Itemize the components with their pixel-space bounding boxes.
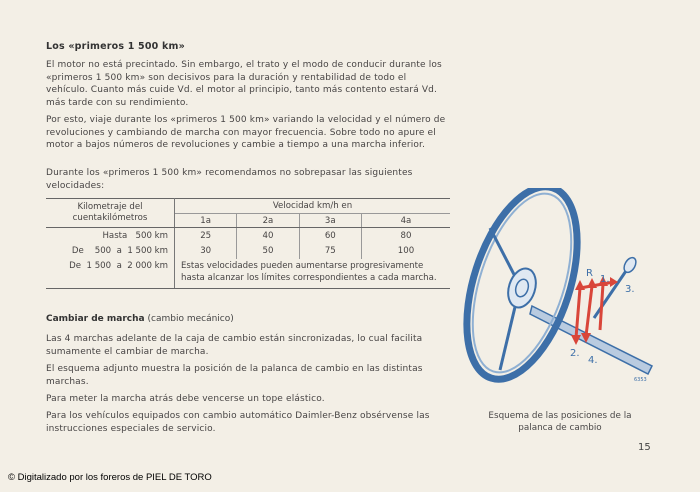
speed-cell: 40 [237,228,299,244]
scan-credit: © Digitalizado por los foreros de PIEL DE TORO [8,472,212,483]
shift-pattern [576,282,614,338]
gear-header: 4a [361,214,450,228]
gear-label-fourth: 4. [588,355,598,366]
speed-cell: 30 [175,244,237,260]
diagram-code: 6353 [634,377,647,383]
km-range-cell: Hasta 500 km [46,228,175,244]
section-heading: Los «primeros 1 500 km» [46,41,185,52]
speed-cell: 80 [400,230,412,241]
table-row [46,244,450,260]
reverse-gear-paragraph: Para meter la marcha atrás debe vencerse un tope elástico. [46,394,325,404]
speed-cell: 50 [237,244,299,260]
page-number: 15 [638,442,651,453]
speed-cell: 60 [299,228,361,244]
speed-limits-table [46,198,450,289]
km-range-cell: De 500 a 1 500 km [46,244,175,260]
gear-change-subtitle: (cambio mecánico) [147,314,234,324]
driving-advice-paragraph: Por esto, viaje durante los «primeros 1 500 km» variando la velocidad y el número de revoluciones y cambiando de marcha con mayor frecuencia. Sobre todo no apure el motor a bajos números de revoluciones y cambie a tiempo a una marcha inferior. [46,115,446,150]
intro-paragraph: El motor no está precintado. Sin embargo, el trato y el modo de conducir durante los «primeros 1 500 km» son decisivos para la duración y rentabilidad de todo el vehículo. Cuanto más cuide Vd. el motor al principio, tanto más contento estará Vd. más tarde con su rendimiento. [46,60,442,108]
gear-header: 2a [237,214,299,228]
wheel-hub [503,265,540,311]
table-row [46,228,450,244]
gear-label-second: 2. [570,348,580,359]
gear-header: 1a [175,214,237,228]
diagram-caption: Esquema de las posiciones de la palanca de cambio [488,411,632,433]
diagram-ref-paragraph: El esquema adjunto muestra la posición de la palanca de cambio en las distintas marchas. [46,364,423,387]
speed-cell: 100 [397,246,415,257]
automatic-gearbox-paragraph: Para los vehículos equipados con cambio automático Daimler-Benz obsérvense las instrucciones especiales de servicio. [46,411,430,434]
gear-label-third: 3. [625,284,635,295]
gear-change-title: Cambiar de marcha [46,314,145,324]
speed-limits-intro: Durante los «primeros 1 500 km» recomendamos no sobrepasar las siguientes velocidades: [46,168,413,191]
km-column-header: Kilometraje del cuentakilómetros [46,199,175,228]
speed-cell: 75 [299,244,361,260]
gear-label-first: 1. [600,274,610,285]
speed-header: Velocidad km/h en [175,199,451,214]
gear-shift-diagram [462,188,662,393]
km-range-cell: De 1 500 a 2 000 km [46,259,175,289]
gear-header: 3a [299,214,361,228]
speed-note-cell: Estas velocidades pueden aumentarse progresivamente hasta alcanzar los límites correspondientes a cada marcha. [175,259,451,289]
gear-sync-paragraph: Las 4 marchas adelante de la caja de cambio están sincronizadas, lo cual facilita sumamente el cambiar de marcha. [46,334,423,357]
gear-change-heading [46,314,234,324]
speed-cell: 25 [175,228,237,244]
table-row [46,259,450,289]
gear-label-reverse: R [586,268,593,279]
